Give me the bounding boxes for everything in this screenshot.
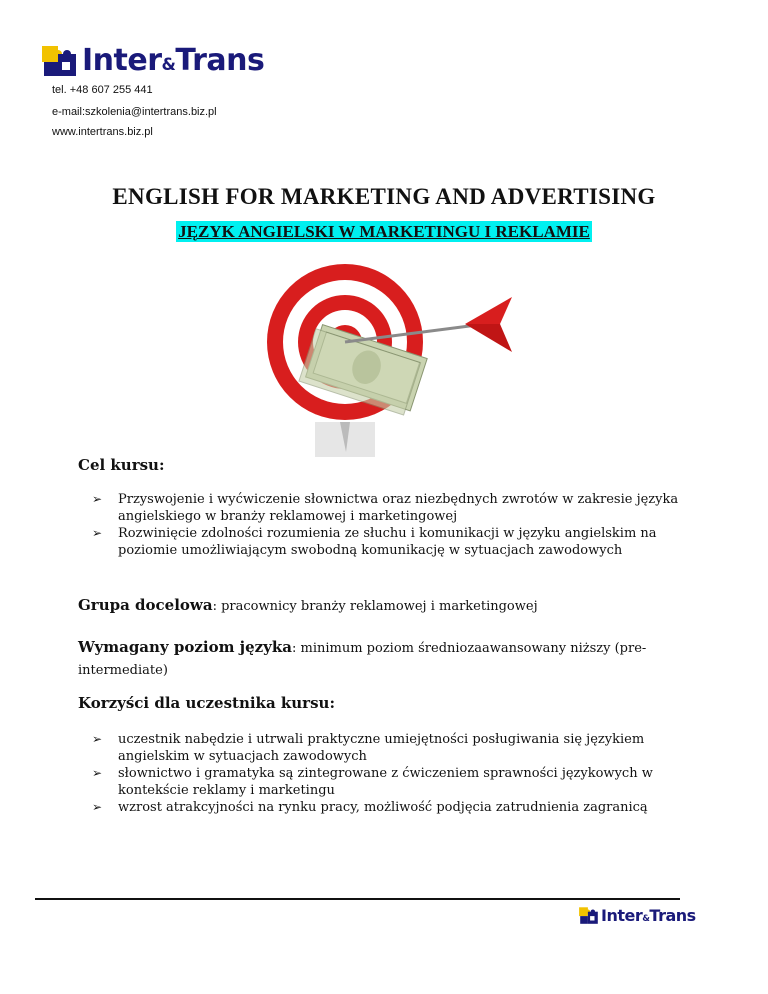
list-item: ➢ słownictwo i gramatyka są zintegrowane z ćwiczeniem sprawności językowych w kontekście reklamy i marketingu (92, 766, 653, 798)
benefits-list (86, 731, 686, 816)
target-dart-money-image (250, 262, 540, 457)
required-level-value: : minimum poziom średniozaawansowany niższy (pre-intermediate) (78, 641, 647, 678)
arrow-bullet-icon: ➢ (92, 766, 103, 780)
goal-list (86, 491, 686, 559)
target-group-label: Grupa docelowa (78, 596, 213, 614)
target-group (78, 595, 698, 617)
required-level-label: Wymagany poziom języka (78, 638, 292, 656)
benefits-heading: Korzyści dla uczestnika kursu: (78, 694, 335, 712)
logo-wordmark: Inter&Trans (82, 42, 265, 78)
contact-phone: tel. +48 607 255 441 (52, 84, 153, 96)
contact-email[interactable]: e-mail:szkolenia@intertrans.biz.pl (52, 106, 217, 118)
required-level (78, 637, 698, 681)
puzzle-logo-icon (578, 904, 600, 926)
arrow-bullet-icon: ➢ (92, 800, 103, 814)
page-title: ENGLISH FOR MARKETING AND ADVERTISING (112, 184, 656, 209)
page-subtitle: JĘZYK ANGIELSKI W MARKETINGU I REKLAMIE (178, 222, 590, 241)
list-item: ➢ wzrost atrakcyjności na rynku pracy, możliwość podjęcia zatrudnienia zagranicą (92, 800, 648, 815)
page-subtitle-wrap (0, 222, 768, 242)
arrow-bullet-icon: ➢ (92, 492, 103, 506)
list-item: ➢ Przyswojenie i wyćwiczenie słownictwa oraz niezbędnych zwrotów w zakresie języka angielskiego w branży reklamowej i marketingowej (92, 492, 679, 524)
footer-logo-wordmark: Inter&Trans (601, 905, 696, 925)
puzzle-logo-icon (40, 40, 80, 80)
footer-divider (35, 898, 680, 900)
footer-logo (578, 904, 696, 926)
goal-heading: Cel kursu: (78, 456, 165, 474)
list-item: ➢ uczestnik nabędzie i utrwali praktyczne umiejętności posługiwania się językiem angielskim w sytuacjach zawodowych (92, 732, 645, 764)
target-group-value: : pracownicy branży reklamowej i marketingowej (212, 599, 538, 614)
arrow-bullet-icon: ➢ (92, 526, 103, 540)
arrow-bullet-icon: ➢ (92, 732, 103, 746)
intertrans-logo (40, 40, 264, 80)
list-item: ➢ Rozwinięcie zdolności rozumienia ze słuchu i komunikacji w języku angielskim na poziomie umożliwiającym swobodną komunikację w sytuacjach zawodowych (92, 526, 657, 558)
contact-website[interactable]: www.intertrans.biz.pl (52, 126, 153, 138)
